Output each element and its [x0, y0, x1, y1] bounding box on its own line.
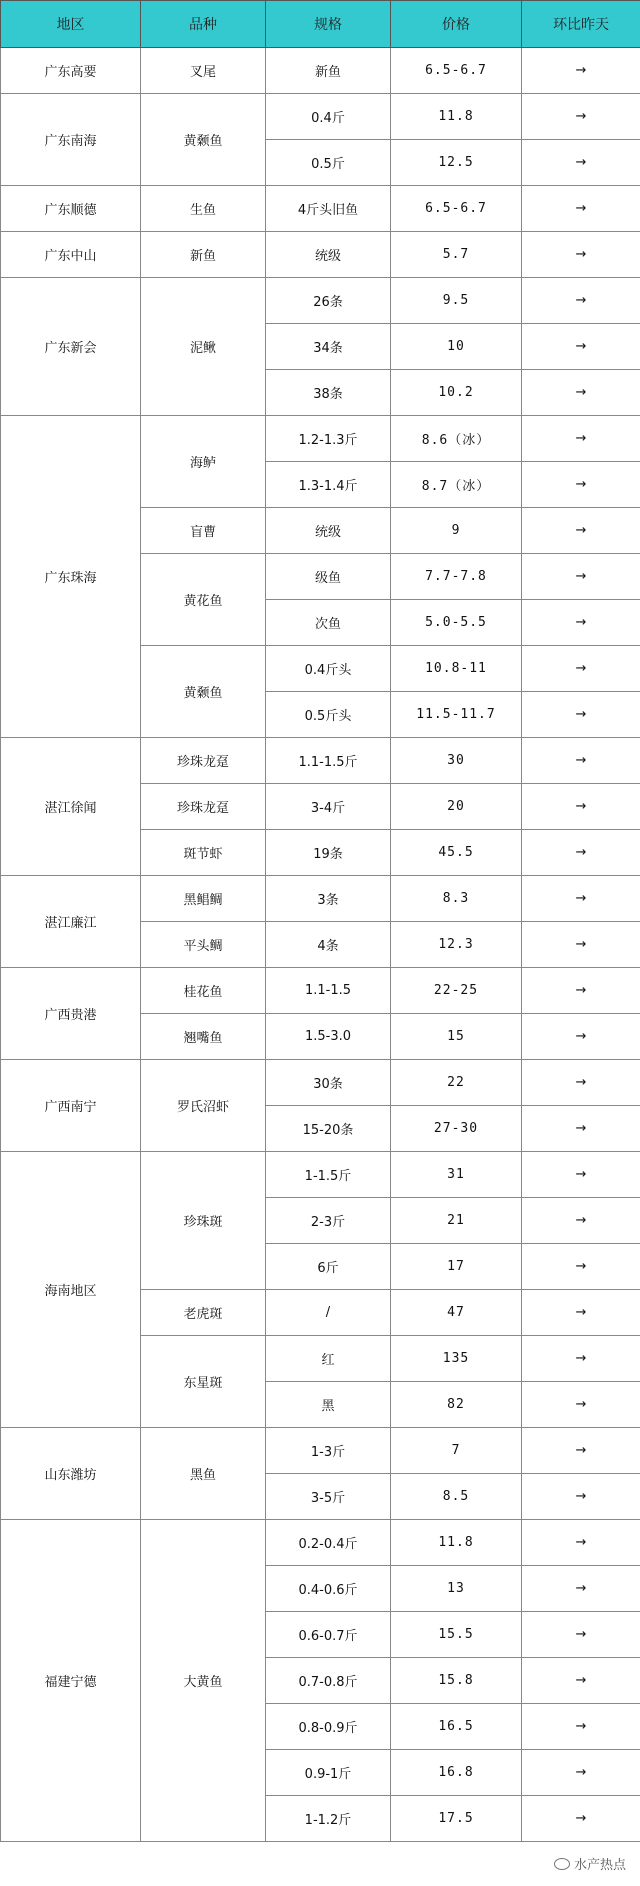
- change-arrow-icon: →: [522, 692, 640, 738]
- spec-cell: 1.5-3.0: [266, 1014, 391, 1060]
- change-arrow-icon: →: [522, 784, 640, 830]
- change-arrow-icon: →: [522, 1704, 640, 1750]
- spec-cell: 1-1.2斤: [266, 1796, 391, 1842]
- wechat-icon: [554, 1858, 570, 1870]
- region-cell: 海南地区: [1, 1152, 141, 1428]
- spec-cell: 1.1-1.5斤: [266, 738, 391, 784]
- spec-cell: 0.5斤: [266, 140, 391, 186]
- spec-cell: 1-1.5斤: [266, 1152, 391, 1198]
- change-arrow-icon: →: [522, 1060, 640, 1106]
- table-row: [1, 1520, 640, 1566]
- spec-cell: 0.4斤头: [266, 646, 391, 692]
- region-cell: 广西贵港: [1, 968, 141, 1060]
- region-cell: 广东新会: [1, 278, 141, 416]
- price-cell: 45.5: [391, 830, 522, 876]
- header-change: 环比昨天: [522, 1, 640, 48]
- change-arrow-icon: →: [522, 48, 640, 94]
- price-cell: 82: [391, 1382, 522, 1428]
- spec-cell: 统级: [266, 508, 391, 554]
- change-arrow-icon: →: [522, 462, 640, 508]
- change-arrow-icon: →: [522, 968, 640, 1014]
- price-cell: 8.7（冰）: [391, 462, 522, 508]
- species-cell: 大黄鱼: [141, 1520, 266, 1842]
- species-cell: 珍珠龙趸: [141, 738, 266, 784]
- table-row: [1, 1428, 640, 1474]
- species-cell: 海鲈: [141, 416, 266, 508]
- spec-cell: 黑: [266, 1382, 391, 1428]
- region-cell: 湛江徐闻: [1, 738, 141, 876]
- species-cell: 生鱼: [141, 186, 266, 232]
- spec-cell: 次鱼: [266, 600, 391, 646]
- change-arrow-icon: →: [522, 1520, 640, 1566]
- change-arrow-icon: →: [522, 1152, 640, 1198]
- table-row: [1, 416, 640, 462]
- price-cell: 10.2: [391, 370, 522, 416]
- spec-cell: 新鱼: [266, 48, 391, 94]
- price-cell: 6.5-6.7: [391, 48, 522, 94]
- species-cell: 泥鳅: [141, 278, 266, 416]
- change-arrow-icon: →: [522, 508, 640, 554]
- change-arrow-icon: →: [522, 1474, 640, 1520]
- change-arrow-icon: →: [522, 738, 640, 784]
- change-arrow-icon: →: [522, 1198, 640, 1244]
- table-row: [1, 1152, 640, 1198]
- change-arrow-icon: →: [522, 416, 640, 462]
- change-arrow-icon: →: [522, 324, 640, 370]
- spec-cell: 1.1-1.5: [266, 968, 391, 1014]
- spec-cell: 0.5斤头: [266, 692, 391, 738]
- price-cell: 31: [391, 1152, 522, 1198]
- price-cell: 9.5: [391, 278, 522, 324]
- species-cell: 黄颡鱼: [141, 646, 266, 738]
- price-cell: 8.3: [391, 876, 522, 922]
- change-arrow-icon: →: [522, 370, 640, 416]
- watermark: [550, 1853, 630, 1874]
- spec-cell: 1.3-1.4斤: [266, 462, 391, 508]
- table-row: [1, 48, 640, 94]
- price-cell: 21: [391, 1198, 522, 1244]
- change-arrow-icon: →: [522, 646, 640, 692]
- species-cell: 桂花鱼: [141, 968, 266, 1014]
- region-cell: 福建宁德: [1, 1520, 141, 1842]
- price-cell: 16.5: [391, 1704, 522, 1750]
- spec-cell: 1.2-1.3斤: [266, 416, 391, 462]
- change-arrow-icon: →: [522, 554, 640, 600]
- header-price: 价格: [391, 1, 522, 48]
- change-arrow-icon: →: [522, 186, 640, 232]
- change-arrow-icon: →: [522, 1014, 640, 1060]
- change-arrow-icon: →: [522, 600, 640, 646]
- region-cell: 广东南海: [1, 94, 141, 186]
- species-cell: 新鱼: [141, 232, 266, 278]
- change-arrow-icon: →: [522, 1244, 640, 1290]
- species-cell: 罗氏沼虾: [141, 1060, 266, 1152]
- change-arrow-icon: →: [522, 1566, 640, 1612]
- price-cell: 7: [391, 1428, 522, 1474]
- header-region: 地区: [1, 1, 141, 48]
- spec-cell: 0.7-0.8斤: [266, 1658, 391, 1704]
- price-cell: 9: [391, 508, 522, 554]
- price-cell: 15.8: [391, 1658, 522, 1704]
- change-arrow-icon: →: [522, 830, 640, 876]
- change-arrow-icon: →: [522, 278, 640, 324]
- species-cell: 叉尾: [141, 48, 266, 94]
- spec-cell: 0.2-0.4斤: [266, 1520, 391, 1566]
- spec-cell: 4斤头旧鱼: [266, 186, 391, 232]
- price-cell: 10: [391, 324, 522, 370]
- price-cell: 8.6（冰）: [391, 416, 522, 462]
- change-arrow-icon: →: [522, 1796, 640, 1842]
- table-row: [1, 186, 640, 232]
- region-cell: 山东潍坊: [1, 1428, 141, 1520]
- header-spec: 规格: [266, 1, 391, 48]
- species-cell: 盲曹: [141, 508, 266, 554]
- species-cell: 黄颡鱼: [141, 94, 266, 186]
- price-cell: 8.5: [391, 1474, 522, 1520]
- price-cell: 12.5: [391, 140, 522, 186]
- change-arrow-icon: →: [522, 1336, 640, 1382]
- price-cell: 47: [391, 1290, 522, 1336]
- species-cell: 东星斑: [141, 1336, 266, 1428]
- watermark-text: 水产热点: [573, 1858, 626, 1873]
- spec-cell: 2-3斤: [266, 1198, 391, 1244]
- spec-cell: 0.4-0.6斤: [266, 1566, 391, 1612]
- price-cell: 5.0-5.5: [391, 600, 522, 646]
- price-cell: 15.5: [391, 1612, 522, 1658]
- change-arrow-icon: →: [522, 1290, 640, 1336]
- table-row: [1, 1060, 640, 1106]
- species-cell: 黑鱼: [141, 1428, 266, 1520]
- table-row: [1, 94, 640, 140]
- price-cell: 22: [391, 1060, 522, 1106]
- spec-cell: 26条: [266, 278, 391, 324]
- spec-cell: 6斤: [266, 1244, 391, 1290]
- table-row: [1, 232, 640, 278]
- spec-cell: 34条: [266, 324, 391, 370]
- spec-cell: 级鱼: [266, 554, 391, 600]
- region-cell: 广东顺德: [1, 186, 141, 232]
- change-arrow-icon: →: [522, 922, 640, 968]
- price-cell: 5.7: [391, 232, 522, 278]
- header-species: 品种: [141, 1, 266, 48]
- table-row: [1, 968, 640, 1014]
- region-cell: 广东珠海: [1, 416, 141, 738]
- spec-cell: 3-4斤: [266, 784, 391, 830]
- spec-cell: 统级: [266, 232, 391, 278]
- spec-cell: 3-5斤: [266, 1474, 391, 1520]
- price-cell: 15: [391, 1014, 522, 1060]
- price-cell: 10.8-11: [391, 646, 522, 692]
- spec-cell: 1-3斤: [266, 1428, 391, 1474]
- species-cell: 珍珠龙趸: [141, 784, 266, 830]
- price-cell: 6.5-6.7: [391, 186, 522, 232]
- change-arrow-icon: →: [522, 232, 640, 278]
- change-arrow-icon: →: [522, 1382, 640, 1428]
- spec-cell: 0.8-0.9斤: [266, 1704, 391, 1750]
- price-cell: 30: [391, 738, 522, 784]
- price-cell: 135: [391, 1336, 522, 1382]
- change-arrow-icon: →: [522, 1658, 640, 1704]
- species-cell: 黄花鱼: [141, 554, 266, 646]
- species-cell: 翘嘴鱼: [141, 1014, 266, 1060]
- price-cell: 11.8: [391, 1520, 522, 1566]
- change-arrow-icon: →: [522, 1106, 640, 1152]
- region-cell: 广西南宁: [1, 1060, 141, 1152]
- price-cell: 22-25: [391, 968, 522, 1014]
- price-cell: 11.8: [391, 94, 522, 140]
- spec-cell: 0.9-1斤: [266, 1750, 391, 1796]
- spec-cell: 0.4斤: [266, 94, 391, 140]
- price-cell: 17: [391, 1244, 522, 1290]
- species-cell: 斑节虾: [141, 830, 266, 876]
- price-cell: 7.7-7.8: [391, 554, 522, 600]
- region-cell: 广东中山: [1, 232, 141, 278]
- change-arrow-icon: →: [522, 94, 640, 140]
- change-arrow-icon: →: [522, 1428, 640, 1474]
- price-cell: 16.8: [391, 1750, 522, 1796]
- spec-cell: 3条: [266, 876, 391, 922]
- price-cell: 17.5: [391, 1796, 522, 1842]
- table-row: [1, 278, 640, 324]
- species-cell: 黑鲳鲷: [141, 876, 266, 922]
- spec-cell: 0.6-0.7斤: [266, 1612, 391, 1658]
- change-arrow-icon: →: [522, 1750, 640, 1796]
- table-body: [1, 48, 640, 1842]
- table-row: [1, 738, 640, 784]
- region-cell: 湛江廉江: [1, 876, 141, 968]
- table-row: [1, 876, 640, 922]
- price-cell: 11.5-11.7: [391, 692, 522, 738]
- spec-cell: 38条: [266, 370, 391, 416]
- region-cell: 广东高要: [1, 48, 141, 94]
- species-cell: 平头鲷: [141, 922, 266, 968]
- species-cell: 老虎斑: [141, 1290, 266, 1336]
- price-cell: 12.3: [391, 922, 522, 968]
- price-cell: 27-30: [391, 1106, 522, 1152]
- spec-cell: /: [266, 1290, 391, 1336]
- header-row: [1, 1, 640, 48]
- spec-cell: 4条: [266, 922, 391, 968]
- price-cell: 20: [391, 784, 522, 830]
- change-arrow-icon: →: [522, 876, 640, 922]
- species-cell: 珍珠斑: [141, 1152, 266, 1290]
- spec-cell: 30条: [266, 1060, 391, 1106]
- spec-cell: 19条: [266, 830, 391, 876]
- spec-cell: 15-20条: [266, 1106, 391, 1152]
- spec-cell: 红: [266, 1336, 391, 1382]
- change-arrow-icon: →: [522, 140, 640, 186]
- change-arrow-icon: →: [522, 1612, 640, 1658]
- price-cell: 13: [391, 1566, 522, 1612]
